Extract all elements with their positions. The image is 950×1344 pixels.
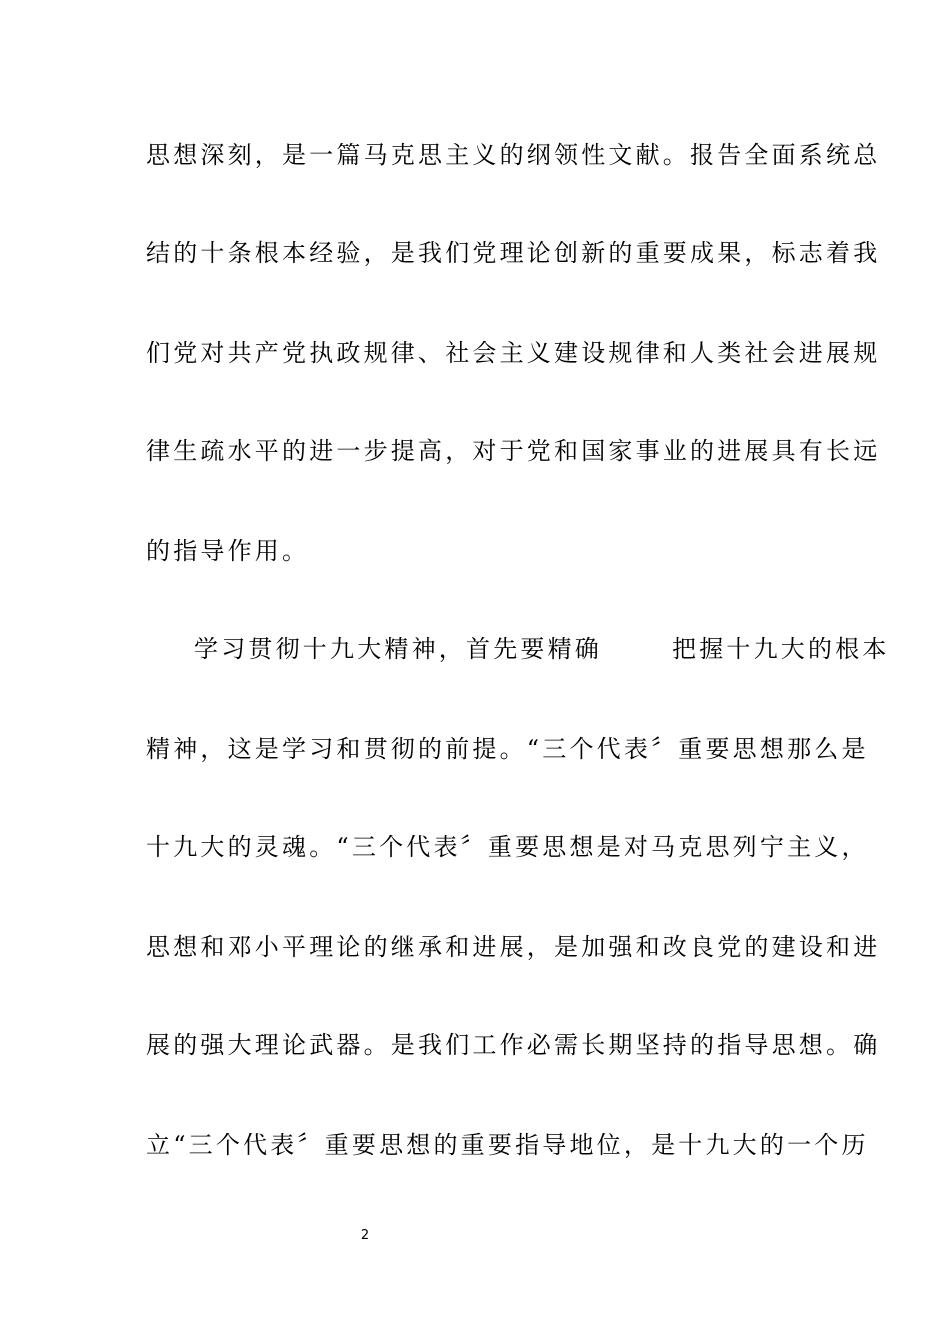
- text-segment: 把握十九大的根本: [672, 635, 890, 663]
- paragraph-first-line: [194, 633, 890, 665]
- text-line: 律生疏水平的进一步提高，对于党和国家事业的进展具有长远: [146, 437, 881, 465]
- text-line: 展的强大理论武器。是我们工作必需长期坚持的指导思想。确: [146, 1031, 881, 1059]
- text-line: 思想和邓小平理论的继承和进展，是加强和改良党的建设和进: [146, 933, 881, 961]
- page-number: 2: [360, 1228, 370, 1243]
- text-line: 立“三个代表〞重要思想的重要指导地位，是十九大的一个历: [146, 1131, 869, 1159]
- text-line: 结的十条根本经验，是我们党理论创新的重要成果，标志着我: [146, 239, 881, 267]
- text-segment: 学习贯彻十九大精神，首先要精确: [194, 635, 602, 663]
- text-line: 们党对共产党执政规律、社会主义建设规律和人类社会进展规: [146, 339, 881, 367]
- text-line: 精神，这是学习和贯彻的前提。“三个代表〞重要思想那么是: [146, 735, 869, 763]
- text-line: 十九大的灵魂。“三个代表〞重要思想是对马克思列宁主义，: [146, 833, 869, 861]
- text-line: 思想深刻，是一篇马克思主义的纲领性文献。报告全面系统总: [146, 141, 881, 169]
- text-line: 的指导作用。: [146, 537, 310, 565]
